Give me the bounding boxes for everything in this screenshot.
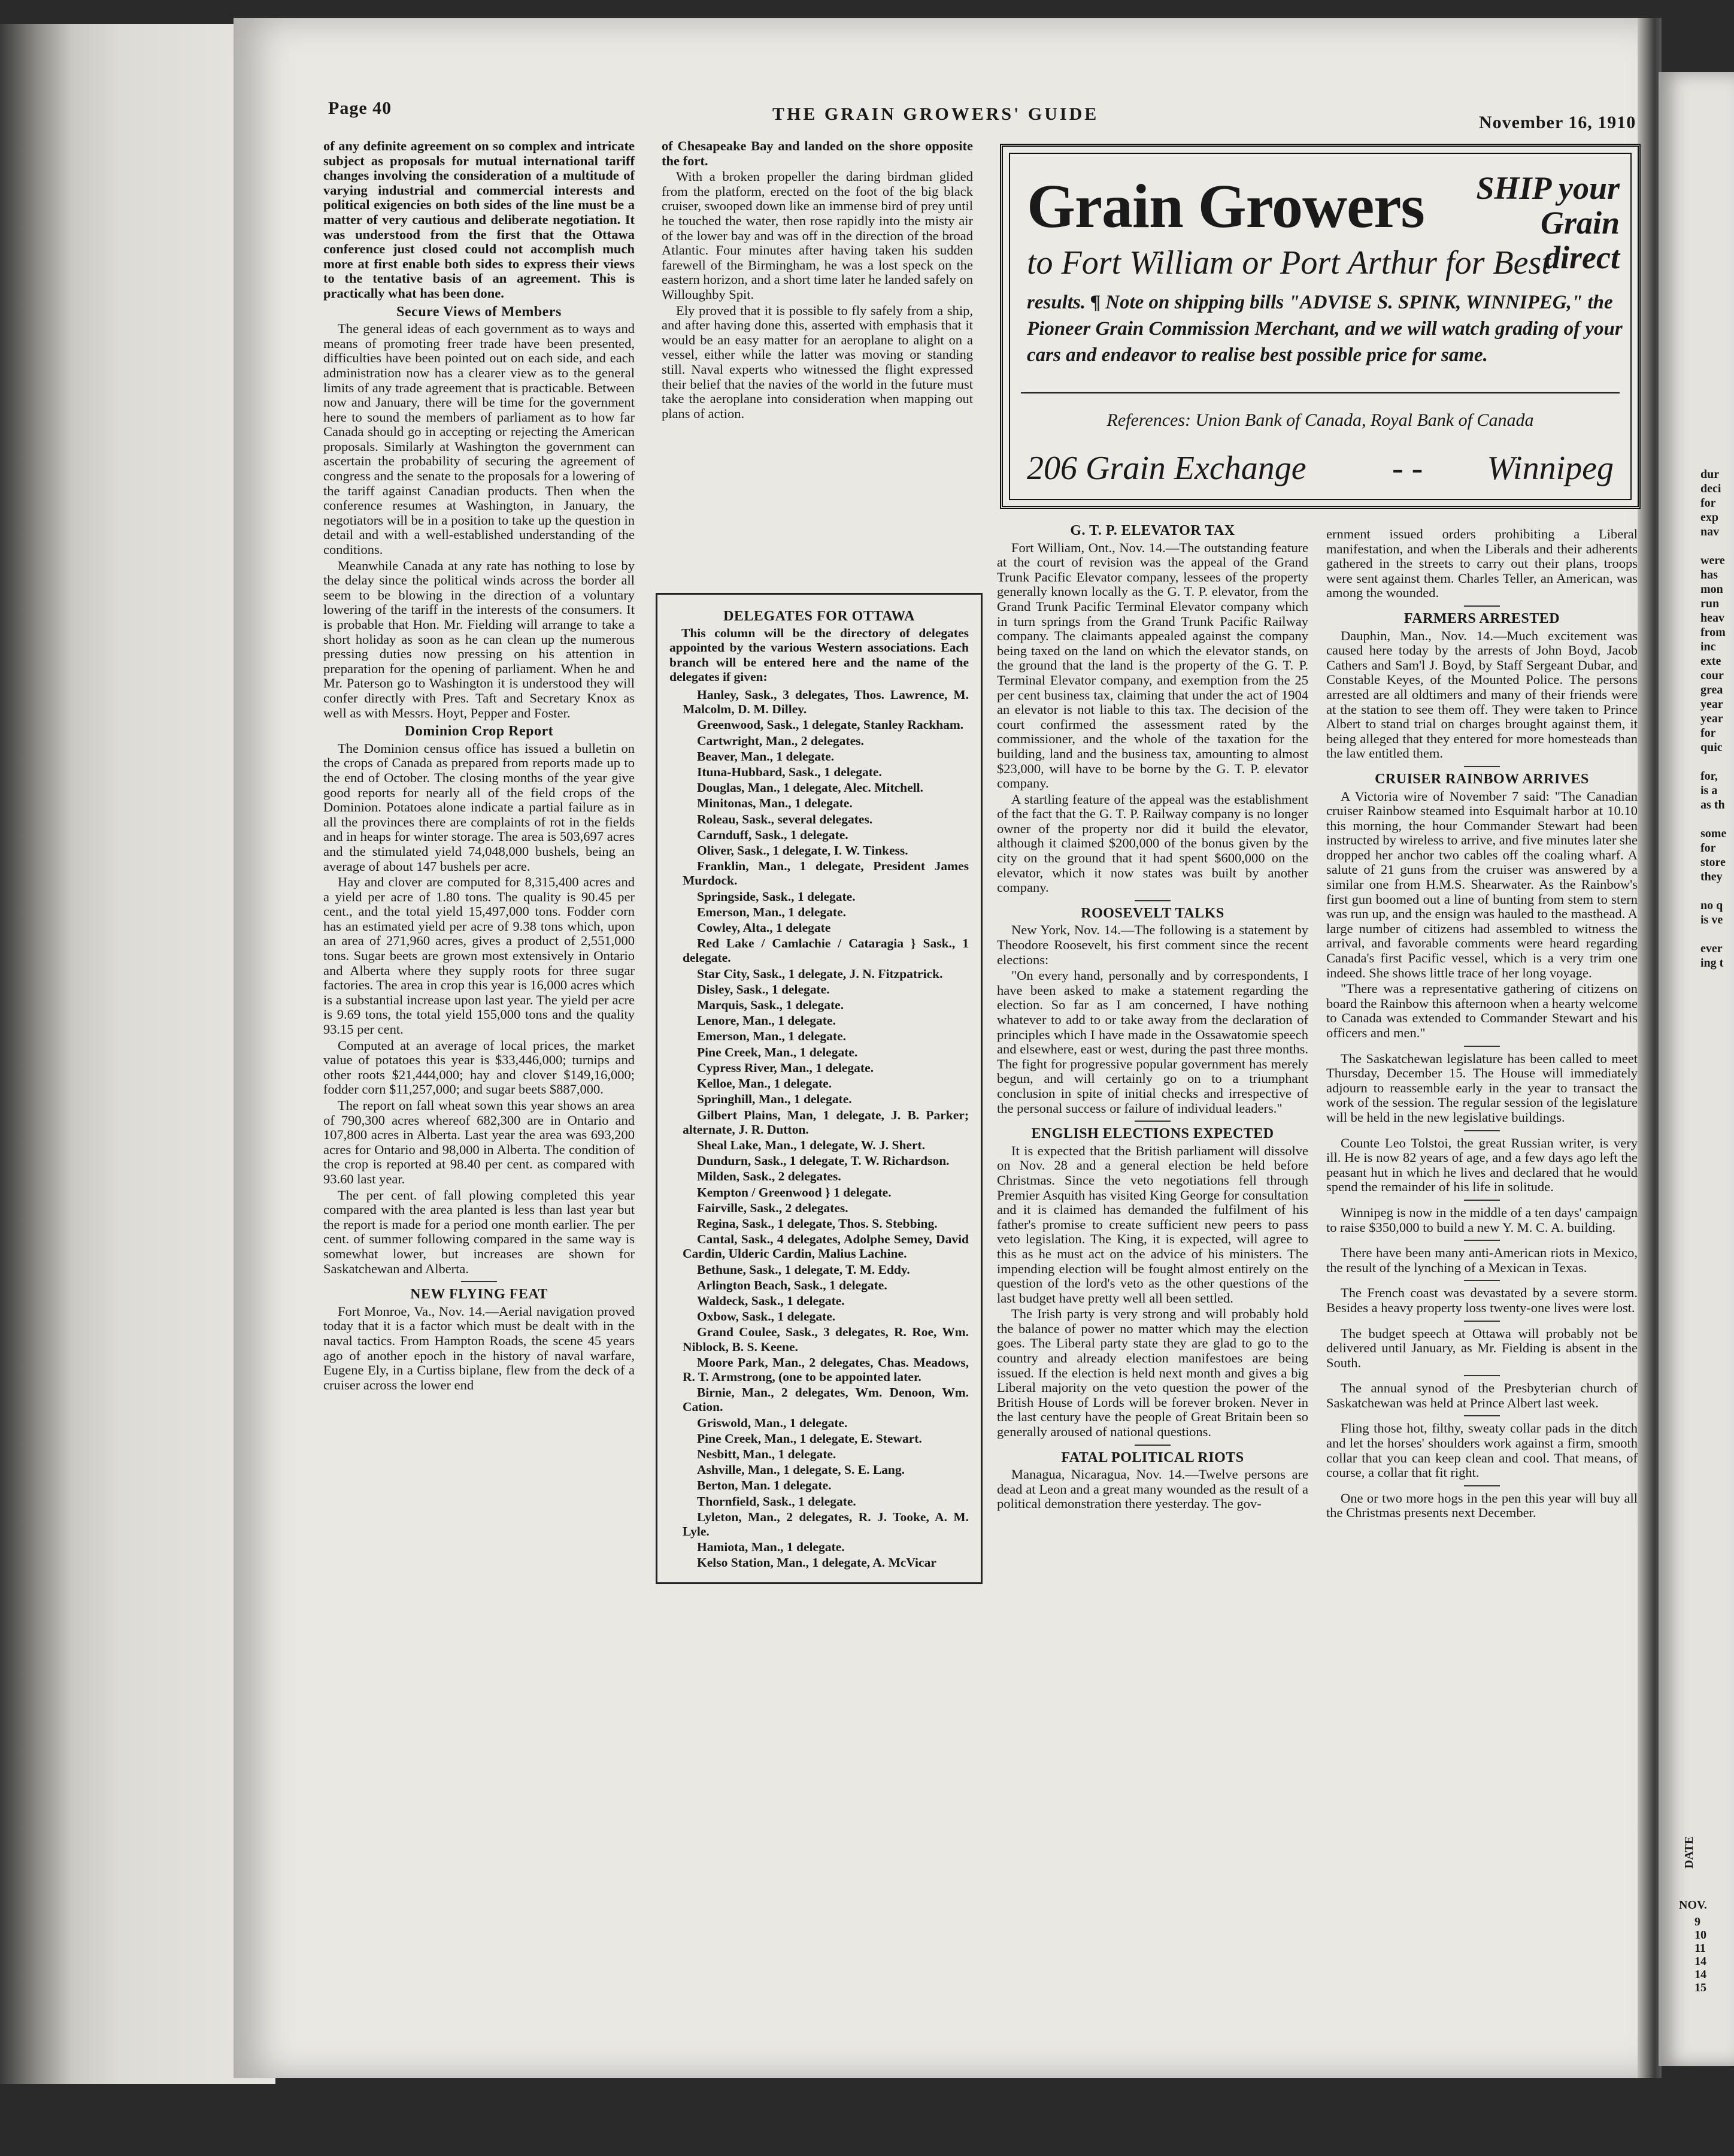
fragment-line: year <box>1700 698 1723 711</box>
paragraph: of any definite agreement on so complex and intricate subject as proposals for mutual international tariff changes involving the consideration of a multitude of varying industrial and commercial interests and political exigencies on both sides of the line must be a matter of very cautious and deliberate negotiation. It was understood from the first that the Ottawa conference just closed could not accomplish much more at first enable both sides to express their views to the tentative basis of an agreement. This is practically what has been done. <box>323 138 635 301</box>
fragment-line: for <box>1700 841 1716 855</box>
paragraph: With a broken propeller the daring birdman glided from the platform, erected on the foot of the big black cruiser, swooped down like an immense bird of prey until he touched the water, then rose rapidly into the misty air of the lower bay and was off in the direction of the broad Atlantic. Four minutes after having taken his sudden farewell of the Birmingham, he was a lost speck on the eastern horizon, and a short time later he landed safely on Willoughby Spit. <box>662 169 973 302</box>
delegate-entry: Dundurn, Sask., 1 delegate, T. W. Richardson. <box>697 1153 950 1168</box>
paragraph: ernment issued orders prohibiting a Liberal manifestation, and when the Liberals and their adherents gathered in the streets to carry out their plans, troops were sent against them. Charles Teller, an American, was among the wounded. <box>1326 526 1638 601</box>
subheading: Secure Views of Members <box>396 304 562 320</box>
fragment-line: is a <box>1700 784 1718 797</box>
issue-date: November 16, 1910 <box>1479 113 1636 132</box>
subheading: ROOSEVELT TALKS <box>1081 905 1224 921</box>
subheading: FATAL POLITICAL RIOTS <box>1061 1449 1244 1465</box>
fragment-line: dur <box>1700 468 1720 481</box>
delegate-entry: Pine Creek, Man., 1 delegate. <box>697 1044 858 1059</box>
fragment-line: ever <box>1700 942 1723 955</box>
subheading: Dominion Crop Report <box>404 723 554 740</box>
delegate-entry: Moore Park, Man., 2 delegates, Chas. Meadows, R. T. Armstrong, (one to be appointed later. <box>683 1355 969 1384</box>
delegate-entry: Cowley, Alta., 1 delegate <box>697 920 831 935</box>
fragment-line: for, <box>1700 770 1718 783</box>
delegate-entry: Oxbow, Sask., 1 delegate. <box>697 1309 836 1324</box>
paragraph: New York, Nov. 14.—The following is a statement by Theodore Roosevelt, his first comment since the recent elections: <box>997 922 1308 967</box>
fragment-line: some <box>1700 827 1727 840</box>
fragment-line: exte <box>1700 655 1721 668</box>
delegate-entry: Disley, Sask., 1 delegate. <box>697 982 830 997</box>
delegate-entry: Marquis, Sask., 1 delegate. <box>697 998 844 1013</box>
paragraph: Meanwhile Canada at any rate has nothing to lose by the delay since the political winds across the border all seem to be blowing in the direction of a voluntary lowering of the tariff in the interests of the consumers. It is probable that Hon. Mr. Fielding will arrange to take a short holiday as soon as he can clean up the numerous pressing duties now pressing on his attention in preparation for the opening of parliament. When he and Mr. Paterson go to Washington it is understood they will confer directly with Pres. Taft and Secretary Knox as well as with Messrs. Hoyt, Pepper and Foster. <box>323 558 635 720</box>
delegate-entry: Ituna-Hubbard, Sask., 1 delegate. <box>697 765 882 780</box>
column-3 <box>997 520 1308 1513</box>
delegate-entry: Kempton / Greenwood } 1 delegate. <box>697 1185 892 1200</box>
divider <box>1464 1200 1500 1201</box>
table-day: 9 <box>1694 1915 1700 1928</box>
paragraph: Fort Monroe, Va., Nov. 14.—Aerial navigation proved today that it is a factor which must be dealt with in the naval tactics. From Hampton Roads, the scene 45 years ago of another epoch in the history of naval warfare, Eugene Ely, in a Curtiss biplane, flew from the deck of a cruiser across the lower end <box>323 1303 635 1392</box>
divider <box>1464 1280 1500 1281</box>
ad-brand: Grain Growers <box>1027 172 1424 241</box>
table-days <box>1694 1915 1706 1994</box>
delegate-entry: Gilbert Plains, Man, 1 delegate, J. B. Parker; alternate, J. R. Dutton. <box>683 1107 969 1137</box>
fragment-line <box>1700 812 1734 826</box>
subheading: CRUISER RAINBOW ARRIVES <box>1375 771 1589 787</box>
paragraph: The Dominion census office has issued a bulletin on the crops of Canada as prepared from reports made up to the end of October. The closing months of the year give good reports for nearly all of the field crops of the Dominion. Potatoes alone indicate a partial failure as in all the provinces there are complaints of rot in the fields and in heaps for winter storage. The area is 503,697 acres and the stimulated yield 74,048,000 bushels, being an average of about 147 bushels per acre. <box>323 740 635 874</box>
delegate-entry: Douglas, Man., 1 delegate, Alec. Mitchell. <box>697 780 923 795</box>
table-day: 14 <box>1694 1955 1706 1968</box>
paragraph: of Chesapeake Bay and landed on the shore opposite the fort. <box>662 138 973 168</box>
fragment-line: nav <box>1700 525 1720 538</box>
divider <box>1464 1321 1500 1322</box>
paragraph: The annual synod of the Presbyterian church of Saskatchewan was held at Prince Albert last week. <box>1326 1380 1638 1410</box>
fragment-line: deci <box>1700 482 1721 495</box>
divider <box>1464 1130 1500 1131</box>
ad-body: results. ¶ Note on shipping bills "ADVISE S. SPINK, WINNIPEG," the Pioneer Grain Commission Merchant, and we will watch grading of your cars and endeavor to realise best possible price for same. <box>1027 292 1623 366</box>
fragment-line: run <box>1700 597 1720 610</box>
divider <box>1464 605 1500 607</box>
delegate-entry: Regina, Sask., 1 delegate, Thos. S. Stebbing. <box>697 1216 938 1231</box>
paragraph: The report on fall wheat sown this year shows an area of 790,300 acres whereof 682,300 are in Ontario and 107,800 acres in Alberta. Last year the area was 693,200 acres for Ontario and 98,000 in Alberta. The condition of the crop is reported at 98.40 per cent. as compared with 93.60 last year. <box>323 1098 635 1186</box>
delegate-entry: Bethune, Sask., 1 delegate, T. M. Eddy. <box>697 1262 910 1277</box>
paragraph: The French coast was devastated by a severe storm. Besides a heavy property loss twenty-one lives were lost. <box>1326 1285 1638 1315</box>
book-gutter <box>1638 18 1662 2078</box>
column-4 <box>1326 527 1638 1522</box>
paragraph: Computed at an average of local prices, the market value of potatoes this year is $33,446,000; turnips and other roots $21,444,000; hay and clover $149,16,000; fodder corn $11,257,000; and sugar beets $887,000. <box>323 1037 635 1097</box>
box-title: DELEGATES FOR OTTAWA <box>723 608 915 624</box>
fragment-line: no q <box>1700 899 1723 912</box>
fragment-line <box>1700 884 1734 898</box>
fragment-line: heav <box>1700 611 1724 625</box>
fragment-line: exp <box>1700 511 1718 524</box>
delegate-entry: Oliver, Sask., 1 delegate, I. W. Tinkess. <box>697 843 908 858</box>
fragment-line: quic <box>1700 741 1723 754</box>
paragraph: Dauphin, Man., Nov. 14.—Much excitement was caused here today by the arrests of John Boyd, Jacob Cathers and Sam'l J. Boyd, by Staff Sergeant Dubar, and Constable Keyes, of the Mounted Police. The persons arrested are all oldtimers and many of their friends were at the station to see them off. They were taken to Prince Albert to stand trial on charges brought against them, it being alleged that they entered for more homesteads than the law entitled them. <box>1326 628 1638 761</box>
delegate-entry: Milden, Sask., 2 delegates. <box>697 1169 841 1184</box>
delegate-entry: Hamiota, Man., 1 delegate. <box>697 1540 845 1555</box>
subheading: NEW FLYING FEAT <box>410 1286 548 1303</box>
ad-city: Winnipeg <box>1487 450 1614 487</box>
paragraph: The budget speech at Ottawa will probably not be delivered until January, as Mr. Fielding is absent in the South. <box>1326 1325 1638 1370</box>
fragment-line <box>1700 755 1734 769</box>
fragment-line: they <box>1700 870 1723 883</box>
subheading: FARMERS ARRESTED <box>1403 610 1560 626</box>
fragment-line: ing t <box>1700 956 1724 970</box>
divider <box>461 1281 497 1282</box>
fragment-line: from <box>1700 626 1726 639</box>
delegate-entry: Griswold, Man., 1 delegate. <box>697 1415 848 1430</box>
fragment-line: as th <box>1700 798 1725 811</box>
delegate-entry: Red Lake / Camlachie / Cataragia } Sask., 1 delegate. <box>683 936 969 965</box>
paragraph: Ely proved that it is possible to fly safely from a ship, and after having done this, asserted with emphasis that it would be an easy matter for an aeroplane to alight on a vessel, either while the latter was moving or standing still. Naval experts who witnessed the flight expressed their belief that the navies of the world in the future must take the aeroplane into consideration when mapping out plans of action. <box>662 302 973 421</box>
subheading: ENGLISH ELECTIONS EXPECTED <box>1031 1126 1274 1142</box>
delegate-entry: Grand Coulee, Sask., 3 delegates, R. Roe, Wm. Niblock, B. S. Keene. <box>683 1325 969 1354</box>
table-day: 11 <box>1694 1942 1706 1955</box>
delegate-entry: Greenwood, Sask., 1 delegate, Stanley Rackham. <box>697 717 964 732</box>
column-2 <box>662 139 973 422</box>
paragraph: "On every hand, personally and by correspondents, I have been asked to make a statement regarding the election. So far as I am concerned, I have nothing whatever to add to or take away from the declaration of principles which I have made in the Ossawatomie speech and elsewhere, east or west, during the past three months. The fight for progressive popular government has merely begun, and will certainly go on to a triumphant conclusion in spite of initial checks and irrespective of the personal success or failure of individual leaders." <box>997 968 1308 1116</box>
page-number: Page 40 <box>328 98 392 118</box>
delegate-entry: Ashville, Man., 1 delegate, S. E. Lang. <box>697 1462 905 1477</box>
delegates-list <box>669 688 969 1570</box>
paragraph: Fling those hot, filthy, sweaty collar pads in the ditch and let the horses' shoulders work against a firm, smooth collar that you can keep clean and cool. That means, of course, a collar that fit right. <box>1326 1421 1638 1480</box>
table-day: 14 <box>1694 1968 1706 1981</box>
fragment-line: has <box>1700 568 1718 582</box>
delegate-entry: Berton, Man. 1 delegate. <box>697 1478 832 1493</box>
paragraph: One or two more hogs in the pen this year will buy all the Christmas presents next December. <box>1326 1490 1638 1521</box>
paragraph: "There was a representative gathering of citizens on board the Rainbow this afternoon when a hearty welcome to Canada was extended to Commander Stewart and his officers and men." <box>1326 981 1638 1040</box>
fragment-line: for <box>1700 496 1716 510</box>
ad-dash: - - <box>1392 450 1423 487</box>
delegate-entry: Minitonas, Man., 1 delegate. <box>697 796 853 811</box>
delegate-entry: Springside, Sask., 1 delegate. <box>697 889 856 904</box>
paragraph: The general ideas of each government as to ways and means of promoting freer trade have been presented, difficulties have been pointed out on each side, and each administration now has a clearer view as to the general limits of any trade agreement that is practicable. Between now and January, there will be time for the government here to sound the members of parliament as to how far Canada should go in accepting or rejecting the American proposals. Similarly at Washington the government can ascertain the probability of securing the agreement of congress and the senate to the proposals for a lowering of the tariff against Canadian products. Then when the conference resumes at Washington, in January, the negotiators will be in a position to take up the question in detail and with a well-established understanding of the conditions. <box>323 321 635 558</box>
delegate-entry: Carnduff, Sask., 1 delegate. <box>697 827 848 842</box>
paragraph: The per cent. of fall plowing completed this year compared with the area planted is less than last year but the report is made for a period one month earlier. The per cent. of summer following compared in the same way is somewhat lower, but increases are shown for Saskatchewan and Alberta. <box>323 1187 635 1276</box>
delegate-entry: Sheal Lake, Man., 1 delegate, W. J. Shert. <box>697 1137 926 1152</box>
fragment-line: year <box>1700 712 1723 725</box>
paragraph: Hay and clover are computed for 8,315,400 acres and a yield per acre of 1.80 tons. The quality is 90.45 per cent., and the total yield 15,497,000 tons. Fodder corn has an estimated yield per acre of 9.38 tons which, upon an area of 271,960 acres, gives a product of 2,551,000 tons. Sugar beets are grown most extensively in Ontario and Alberta where they supply roots for three sugar factories. The area in crop this year is 16,000 acres which is a substantial increase upon last year. The yield per acre is 9.69 tons, the total yield 155,000 tons and the quality 93.15 per cent. <box>323 874 635 1037</box>
paragraph: There have been many anti-American riots in Mexico, the result of the lynching of a Mexican in Texas. <box>1326 1245 1638 1275</box>
fragment-line: were <box>1700 554 1725 567</box>
fragment-line: is ve <box>1700 913 1723 926</box>
ad-divider <box>1021 392 1620 393</box>
ad-references: References: Union Bank of Canada, Royal Bank of Canada <box>1107 410 1534 430</box>
paragraph: The Saskatchewan legislature has been called to meet Thursday, December 15. The House will immediately adjourn to reassemble early in the year to transact the work of the session. The regular session of the legislature will be held in the new legislative buildings. <box>1326 1050 1638 1125</box>
paragraph: Counte Leo Tolstoi, the great Russian writer, is very ill. He is now 82 years of age, and a few days ago left the peasant hut in which he lives and declared that he would spend the remainder of his life in solitude. <box>1326 1135 1638 1195</box>
divider <box>1464 1240 1500 1241</box>
delegate-entry: Fairville, Sask., 2 delegates. <box>697 1200 848 1215</box>
masthead-title: THE GRAIN GROWERS' GUIDE <box>772 104 1099 124</box>
paragraph: A startling feature of the appeal was the establishment of the fact that the G. T. P. Railway company is no longer owner of the property nor did it build the elevator, although it claimed $200,000 of the bonus given by the city on the ground that it had spent $600,000 on the elevator, which it now states was built by another company. <box>997 791 1308 895</box>
table-month: NOV. <box>1679 1898 1707 1912</box>
delegate-entry: Emerson, Man., 1 delegate. <box>697 1029 847 1044</box>
box-intro: This column will be the directory of delegates appointed by the various Western associations. Each branch will be entered here and the name of the delegates if given: <box>669 626 969 684</box>
delegate-entry: Cartwright, Man., 2 delegates. <box>697 733 864 748</box>
fragment-line: for <box>1700 726 1716 740</box>
divider <box>1464 1375 1500 1376</box>
ad-address: 206 Grain Exchange <box>1027 450 1306 487</box>
delegate-entry: Birnie, Man., 2 delegates, Wm. Denoon, Wm. Cation. <box>683 1385 969 1415</box>
divider <box>1464 1415 1500 1416</box>
paragraph: A Victoria wire of November 7 said: "The Canadian cruiser Rainbow steamed into Esquimalt harbor at 10.10 this morning, the hour Commander Stewart had been instructed by wireless to arrive, and five minutes later she dropped her anchor two cables off the coaling wharf. A salute of 21 guns from the cruiser was answered by a similar one from H.M.S. Shearwater. As the Rainbow's first gun boomed out a line of bunting from stem to stern was run up, and the ensign was hauled to the masthead. A large number of citizens had assembled to witness the arrival, and favorable comments were heard regarding Canada's first Pacific vessel, which is a very trim one indeed. She shows little trace of her long voyage. <box>1326 788 1638 980</box>
delegate-entry: Beaver, Man., 1 delegate. <box>697 749 835 764</box>
delegate-entry: Waldeck, Sask., 1 delegate. <box>697 1293 845 1308</box>
grain-growers-advertisement <box>1000 144 1641 509</box>
paragraph: The Irish party is very strong and will probably hold the balance of power no matter which may the election goes. The Liberal party state they are glad to go to the country and already election manifestoes are being issued. If the election is held next month and gives a big Liberal majority on the veto question the power of the British House of Lords will be forever broken. Never in the last century have the people of Great Britain been so generally aroused of national questions. <box>997 1306 1308 1440</box>
paragraph: It is expected that the British parliament will dissolve on Nov. 28 and a general election be held before Christmas. Since the veto negotiations fell through Premier Asquith has visited King George for consultation and it is claimed has demanded the fulfilment of his father's promise to create sufficient new peers to pass veto legislation. The King, it is expected, will agree to this as he must act on the advice of his ministers. The impending election will be fought almost entirely on the question of the lord's veto as the other questions of the last budget have pretty well all been settled. <box>997 1143 1308 1306</box>
fragment-line: inc <box>1700 640 1716 653</box>
column-1 <box>323 139 635 1394</box>
subheading: G. T. P. ELEVATOR TAX <box>1070 523 1235 538</box>
next-page-edge <box>1659 72 1734 2066</box>
delegate-entry: Emerson, Man., 1 delegate. <box>697 904 847 919</box>
divider <box>1135 900 1171 901</box>
divider <box>1464 1485 1500 1486</box>
delegate-entry: Kelloe, Man., 1 delegate. <box>697 1076 832 1091</box>
delegate-entry: Roleau, Sask., several delegates. <box>697 811 873 826</box>
fragment-line: store <box>1700 856 1726 869</box>
fragment-line: mon <box>1700 583 1723 596</box>
fragment-line <box>1700 539 1734 553</box>
delegates-box <box>656 593 983 1584</box>
divider <box>1464 766 1500 767</box>
ad-destination: to Fort William or Port Arthur for Best <box>1027 244 1551 281</box>
divider <box>1135 1121 1171 1122</box>
fragment-line <box>1700 927 1734 941</box>
fragment-line: cour <box>1700 669 1724 682</box>
table-day: 15 <box>1694 1981 1706 1994</box>
delegate-entry: Cypress River, Man., 1 delegate. <box>697 1060 874 1075</box>
paragraph: Winnipeg is now in the middle of a ten days' campaign to raise $350,000 to build a new Y. M. C. A. building. <box>1326 1204 1638 1235</box>
next-page-fragments <box>1700 467 1734 970</box>
delegate-entry: Franklin, Man., 1 delegate, President James Murdock. <box>683 859 969 888</box>
delegate-entry: Lyleton, Man., 2 delegates, R. J. Tooke, A. M. Lyle. <box>683 1509 969 1539</box>
divider <box>1135 1445 1171 1446</box>
delegate-entry: Pine Creek, Man., 1 delegate, E. Stewart. <box>697 1431 922 1446</box>
ad-ship-tagline: SHIP your Grain direct <box>1476 170 1620 275</box>
table-day: 10 <box>1694 1928 1706 1942</box>
divider <box>1464 1046 1500 1047</box>
delegate-entry: Hanley, Sask., 3 delegates, Thos. Lawrence, M. Malcolm, D. M. Dilley. <box>683 688 969 717</box>
paragraph: Fort William, Ont., Nov. 14.—The outstanding feature at the court of revision was the appeal of the Grand Trunk Pacific Elevator company, lessees of the property generally known locally as the G. T. P. elevator, from the Grand Trunk Pacific Terminal Elevator company which in turn springs from the Grand Trunk Pacific Railway company. The claimants appealed against the company being taxed on the land on which the elevator stands, on the ground that the land is the property of the G. T. P. Terminal Elevator company, and exemption from the 25 per cent business tax, claiming that under the act of 1904 an elevator is not liable to this tax. The decision of the court confirmed the assessment rated by the commissioner, and the whole of the taxation for the building, land and the business tax, amounting to almost $23,000, will have to be borne by the G. T. P. elevator company. <box>997 540 1308 791</box>
delegate-entry: Arlington Beach, Sask., 1 delegate. <box>697 1277 887 1292</box>
paragraph: Managua, Nicaragua, Nov. 14.—Twelve persons are dead at Leon and a great many wounded as the result of a political demonstration there yesterday. The gov- <box>997 1467 1308 1512</box>
delegate-entry: Cantal, Sask., 4 delegates, Adolphe Semey, David Cardin, Ulderic Cardin, Malius Lachine. <box>683 1232 969 1261</box>
fragment-line: grea <box>1700 683 1723 697</box>
delegate-entry: Kelso Station, Man., 1 delegate, A. McVicar <box>697 1555 936 1570</box>
delegate-entry: Lenore, Man., 1 delegate. <box>697 1013 836 1028</box>
table-date-label: DATE <box>1683 1836 1696 1869</box>
delegate-entry: Springhill, Man., 1 delegate. <box>697 1092 852 1107</box>
delegate-entry: Nesbitt, Man., 1 delegate. <box>697 1446 836 1461</box>
delegate-entry: Star City, Sask., 1 delegate, J. N. Fitzpatrick. <box>697 966 943 981</box>
delegate-entry: Thornfield, Sask., 1 delegate. <box>697 1494 856 1509</box>
